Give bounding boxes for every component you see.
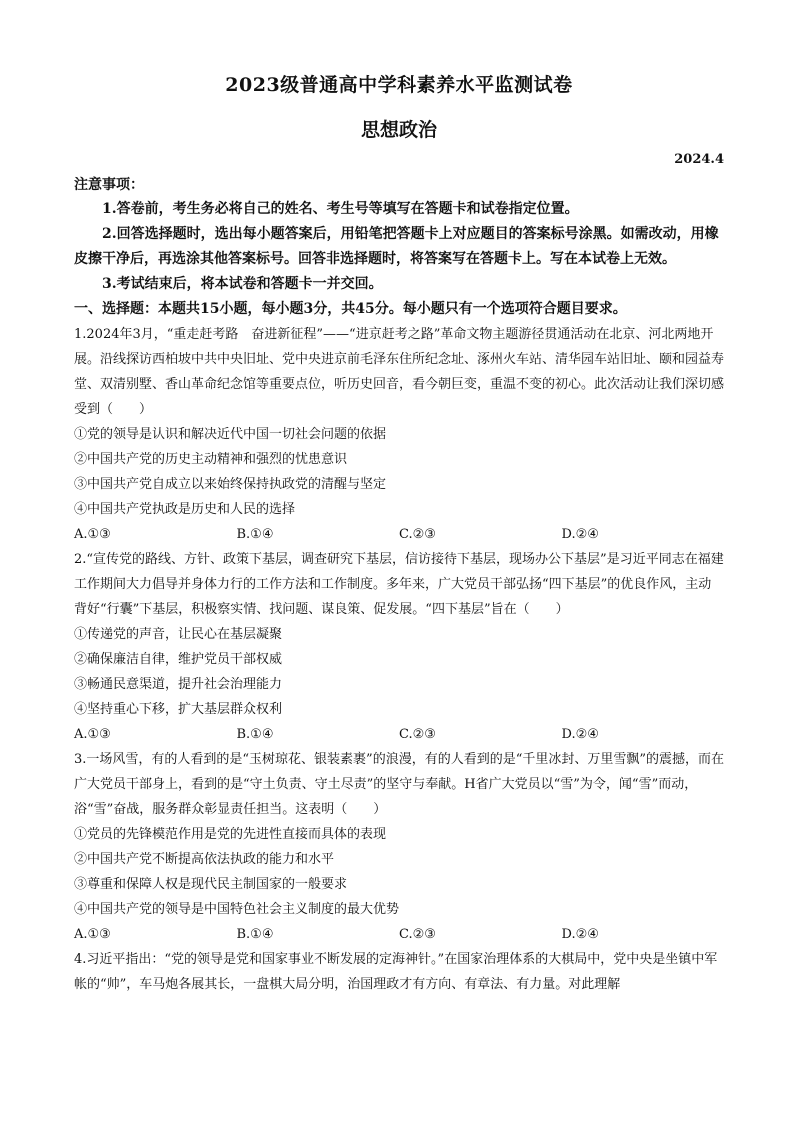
choice-d: D.②④	[561, 927, 599, 942]
exam-title: 2023级普通高中学科素养水平监测试卷	[225, 74, 573, 96]
question-stem: 2.“宣传党的路线、方针、政策下基层，调查研究下基层，信访接待下基层，现场办公下基层”是习近平同志在福建工作期间大力倡导并身体力行的工作方法和工作制度。多年来，广大党员干部弘扬“四下基层”的优良作风，主动背好“行囊”下基层，积极察实情、找问题、谋良策、促发展。“四下基层”旨在（ ）	[74, 552, 724, 617]
question-option: ②中国共产党的历史主动精神和强烈的忧患意识	[74, 452, 348, 467]
choice-b: B.①④	[236, 927, 274, 942]
notice-item: 1.答卷前，考生务必将自己的姓名、考生号等填写在答题卡和试卷指定位置。	[102, 201, 579, 217]
notice-item: 3.考试结束后，将本试卷和答题卡一并交回。	[102, 276, 383, 292]
answer-choices	[74, 522, 724, 547]
choice-d: D.②④	[561, 527, 599, 542]
notice-block	[74, 173, 724, 297]
choice-c: C.②③	[399, 927, 436, 942]
notice-item: 2.回答选择题时，选出每小题答案后，用铅笔把答题卡上对应题目的答案标号涂黑。如需改动，用橡皮擦干净后，再选涂其他答案标号。回答非选择题时，将答案写在答题卡上。写在本试卷上无效。	[74, 226, 719, 267]
choice-b: B.①④	[236, 527, 274, 542]
question-option: ②确保廉洁自律，维护党员干部权威	[74, 652, 283, 667]
question-2	[74, 547, 724, 747]
choice-a: A.①③	[74, 927, 111, 942]
question-option: ①党的领导是认识和解决近代中国一切社会问题的依据	[74, 427, 387, 442]
exam-subject: 思想政治	[360, 119, 437, 141]
question-option: ③畅通民意渠道，提升社会治理能力	[74, 677, 283, 692]
notice-heading: 注意事项：	[74, 177, 144, 193]
question-4	[74, 947, 724, 997]
choice-a: A.①③	[74, 727, 111, 742]
answer-choices	[74, 922, 724, 947]
choice-a: A.①③	[74, 527, 111, 542]
question-option: ③中国共产党自成立以来始终保持执政党的清醒与坚定	[74, 477, 387, 492]
question-option: ①党员的先锋模范作用是党的先进性直接而具体的表现	[74, 827, 387, 842]
question-stem: 4.习近平指出：“党的领导是党和国家事业不断发展的定海神针。”在国家治理体系的大棋局中，党中央是坐镇中军帐的“帅”，车马炮各展其长，一盘棋大局分明，治国理政才有方向、有章法、有力量。对此理解	[74, 952, 718, 992]
exam-date: 2024.4	[674, 152, 724, 167]
question-3	[74, 747, 724, 947]
question-option: ④中国共产党执政是历史和人民的选择	[74, 502, 296, 517]
choice-c: C.②③	[399, 527, 436, 542]
choice-d: D.②④	[561, 727, 599, 742]
question-option: ④中国共产党的领导是中国特色社会主义制度的最大优势	[74, 902, 400, 917]
question-option: ②中国共产党不断提高依法执政的能力和水平	[74, 852, 335, 867]
question-stem: 1.2024年3月，“重走赶考路 奋进新征程”——“进京赶考之路”革命文物主题游径贯通活动在北京、河北两地开展。沿线探访西柏坡中共中央旧址、党中央进京前毛泽东住所纪念址、涿州火车站、清华园车站旧址、颐和园益寿堂、双清别墅、香山革命纪念馆等重要点位，听历史回音，看今朝巨变，重温不变的初心。此次活动让我们深切感受到（ ）	[74, 327, 725, 417]
question-option: ①传递党的声音，让民心在基层凝聚	[74, 627, 283, 642]
answer-choices	[74, 722, 724, 747]
choice-c: C.②③	[399, 727, 436, 742]
question-option: ④坚持重心下移，扩大基层群众权利	[74, 702, 283, 717]
choice-b: B.①④	[236, 727, 274, 742]
question-1	[74, 322, 724, 547]
exam-page	[74, 70, 724, 997]
section-heading: 一、选择题：本题共15小题，每小题3分，共45分。每小题只有一个选项符合题目要求。	[74, 301, 627, 317]
question-option: ③尊重和保障人权是现代民主制国家的一般要求	[74, 877, 348, 892]
question-stem: 3.一场风雪，有的人看到的是“玉树琼花、银装素裹”的浪漫，有的人看到的是“千里冰封、万里雪飘”的震撼，而在广大党员干部身上，看到的是“守土负责、守土尽责”的坚守与奉献。H省广大党员以“雪”为令，闻“雪”而动，浴“雪”奋战，服务群众彰显责任担当。这表明（ ）	[74, 752, 724, 817]
